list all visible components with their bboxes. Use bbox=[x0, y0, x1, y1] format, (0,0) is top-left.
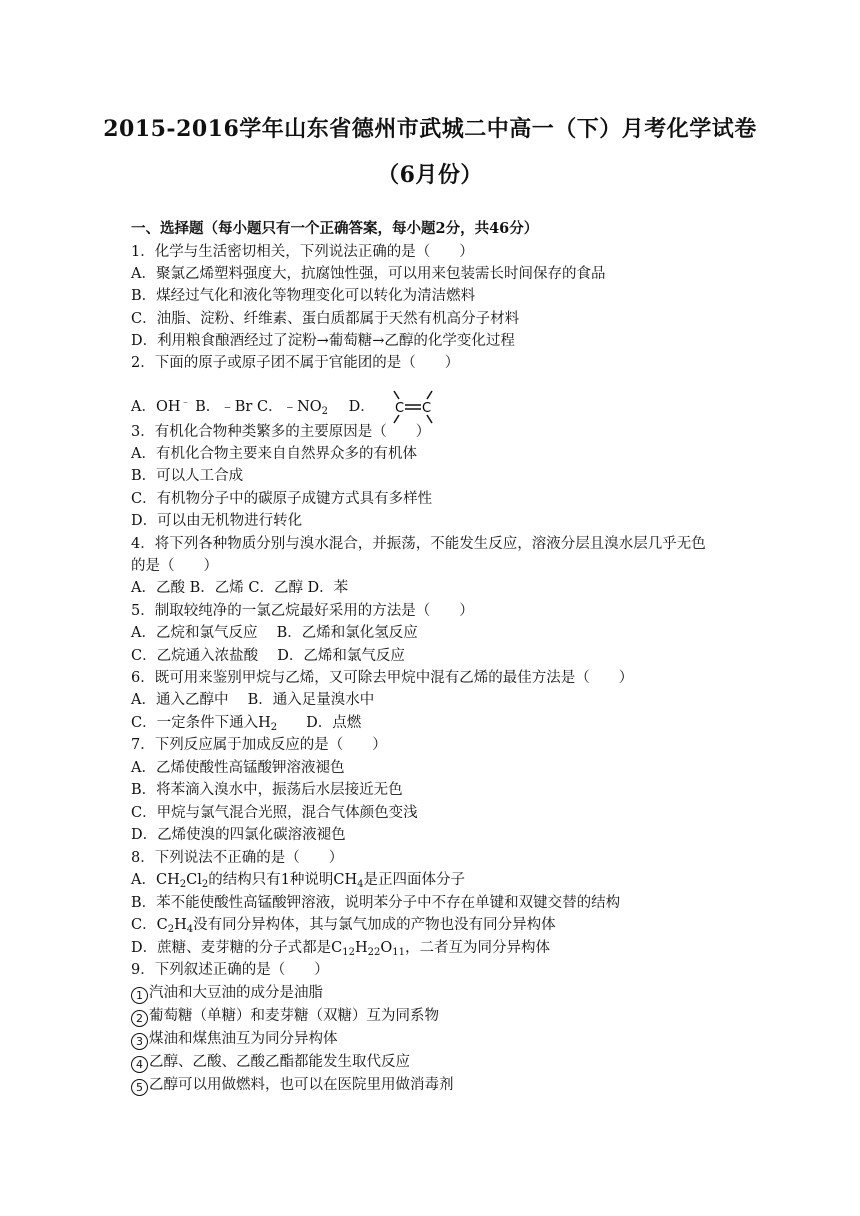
q2-option-bc: B．﹣Br C．﹣NO bbox=[190, 399, 322, 415]
q8-d-sub: 11 bbox=[392, 947, 405, 958]
q8-d-part: ，二者互为同分异构体 bbox=[404, 940, 550, 956]
q2-options bbox=[131, 388, 441, 426]
q4-stem-line1: 4．将下列各种物质分别与溴水混合，并振荡，不能发生反应，溶液分层且溴水层几乎无色 bbox=[131, 536, 706, 552]
structure-carbon-right: C bbox=[422, 401, 432, 416]
q8-c-sub: 2 bbox=[167, 924, 175, 935]
structure-carbon-left: C bbox=[395, 401, 405, 416]
q2-option-a-charge: ﹣ bbox=[180, 397, 191, 408]
q8-d-sub: 22 bbox=[367, 947, 381, 958]
q8-c-part: H bbox=[174, 917, 187, 933]
q3-option-b: B．可以人工合成 bbox=[131, 468, 244, 484]
q8-c-part: 没有同分异构体，其与氯气加成的产物也没有同分异构体 bbox=[193, 917, 556, 933]
q4-options: A．乙酸 B．乙烯 C．乙醇 D．苯 bbox=[131, 580, 349, 596]
q2-option-d: D． bbox=[348, 399, 375, 415]
circled-number-2: 2 bbox=[131, 1010, 148, 1027]
q8-a-part: 的结构只有1种说明CH bbox=[208, 872, 358, 888]
q1-option-d: D．利用粮食酿酒经过了淀粉→葡萄糖→乙醇的化学变化过程 bbox=[131, 333, 515, 349]
circled-number-4: 4 bbox=[131, 1056, 148, 1073]
q7-option-b: B．将苯滴入溴水中，振荡后水层接近无色 bbox=[131, 782, 403, 798]
q3-option-a: A．有机化合物主要来自自然界众多的有机体 bbox=[131, 446, 417, 462]
q8-option-b: B．苯不能使酸性高锰酸钾溶液，说明苯分子中不存在单键和双键交替的结构 bbox=[131, 895, 621, 911]
q6-option-c: C．一定条件下通入H bbox=[131, 715, 271, 731]
q8-d-part: H bbox=[354, 940, 368, 956]
q7-stem: 7．下列反应属于加成反应的是（ ） bbox=[131, 737, 387, 753]
q7-option-c: C．甲烷与氯气混合光照，混合气体颜色变浅 bbox=[131, 805, 418, 821]
q8-a-sub: 2 bbox=[179, 879, 187, 890]
q9-statement-text: 汽油和大豆油的成分是油脂 bbox=[149, 985, 323, 1001]
q7-option-d: D．乙烯使溴的四氯化碳溶液褪色 bbox=[131, 827, 346, 843]
q9-statement-3 bbox=[131, 1029, 338, 1050]
q8-option-a bbox=[131, 870, 465, 890]
q9-statement-text: 乙醇可以用做燃料，也可以在医院里用做消毒剂 bbox=[149, 1077, 454, 1093]
q1-stem: 1．化学与生活密切相关，下列说法正确的是（ ） bbox=[131, 244, 474, 260]
q6-options-ab: A．通入乙醇中 B．通入足量溴水中 bbox=[131, 692, 375, 708]
q9-statement-2 bbox=[131, 1006, 439, 1027]
q3-option-c: C．有机物分子中的碳原子成键方式具有多样性 bbox=[131, 491, 433, 507]
circled-number-1: 1 bbox=[131, 987, 148, 1004]
q8-option-d bbox=[131, 938, 550, 958]
q9-statement-text: 乙醇、乙酸、乙酸乙酯都能发生取代反应 bbox=[149, 1054, 410, 1070]
q4-stem-line2: 的是（ ） bbox=[131, 558, 218, 574]
exam-title: 2015-2016学年山东省德州市武城二中高一（下）月考化学试卷 bbox=[103, 116, 757, 142]
q9-statement-1 bbox=[131, 983, 323, 1004]
circled-number-5: 5 bbox=[131, 1079, 148, 1096]
q6-option-d: D．点燃 bbox=[277, 715, 362, 731]
section-heading: 一、选择题（每小题只有一个正确答案，每小题2分，共46分） bbox=[131, 220, 539, 237]
circled-number-3: 3 bbox=[131, 1033, 148, 1050]
q2-stem: 2．下面的原子或原子团不属于官能团的是（ ） bbox=[131, 355, 460, 371]
q6-options-cd bbox=[131, 713, 361, 733]
q8-a-part: A．CH bbox=[131, 872, 180, 888]
q8-a-part: 是正四面体分子 bbox=[363, 872, 466, 888]
q8-d-part: O bbox=[380, 940, 393, 956]
exam-subtitle: （6月份） bbox=[377, 162, 483, 188]
q8-option-c bbox=[131, 915, 556, 935]
q1-option-a: A．聚氯乙烯塑料强度大，抗腐蚀性强，可以用来包装需长时间保存的食品 bbox=[131, 266, 606, 282]
q8-c-part: C．C bbox=[131, 917, 168, 933]
q1-option-b: B．煤经过气化和液化等物理变化可以转化为清洁燃料 bbox=[131, 288, 476, 304]
q8-a-sub: 2 bbox=[201, 879, 209, 890]
q5-options-ab: A．乙烷和氯气反应 B．乙烯和氯化氢反应 bbox=[131, 625, 418, 641]
q3-stem: 3．有机化合物种类繁多的主要原因是（ ） bbox=[131, 424, 431, 440]
q6-stem: 6．既可用来鉴别甲烷与乙烯，又可除去甲烷中混有乙烯的最佳方法是（ ） bbox=[131, 670, 634, 686]
q3-option-d: D．可以由无机物进行转化 bbox=[131, 513, 303, 529]
q2-option-a: A．OH bbox=[131, 399, 181, 415]
q1-option-c: C．油脂、淀粉、纤维素、蛋白质都属于天然有机高分子材料 bbox=[131, 311, 520, 327]
q5-stem: 5．制取较纯净的一氯乙烷最好采用的方法是（ ） bbox=[131, 603, 474, 619]
q8-a-part: Cl bbox=[186, 872, 202, 888]
q7-option-a: A．乙烯使酸性高锰酸钾溶液褪色 bbox=[131, 760, 345, 776]
q8-d-sub: 12 bbox=[342, 947, 355, 958]
q8-d-part: D．蔗糖、麦芽糖的分子式都是C bbox=[131, 940, 343, 956]
q6-option-c-sub: 2 bbox=[270, 722, 278, 733]
q9-statement-text: 葡萄糖（单糖）和麦芽糖（双糖）互为同系物 bbox=[149, 1008, 439, 1024]
q8-a-sub: 4 bbox=[357, 879, 364, 890]
q9-stem: 9．下列叙述正确的是（ ） bbox=[131, 962, 329, 978]
q5-options-cd: C．乙烷通入浓盐酸 D．乙烯和氯气反应 bbox=[131, 648, 405, 664]
q8-stem: 8．下列说法不正确的是（ ） bbox=[131, 850, 344, 866]
q2-option-c-sub: 2 bbox=[321, 406, 329, 417]
q9-statement-5 bbox=[131, 1075, 454, 1096]
q9-statement-text: 煤油和煤焦油互为同分异构体 bbox=[149, 1031, 338, 1047]
q9-statement-4 bbox=[131, 1052, 410, 1073]
q8-c-sub: 4 bbox=[186, 924, 194, 935]
carbon-double-bond-structure bbox=[385, 388, 441, 426]
